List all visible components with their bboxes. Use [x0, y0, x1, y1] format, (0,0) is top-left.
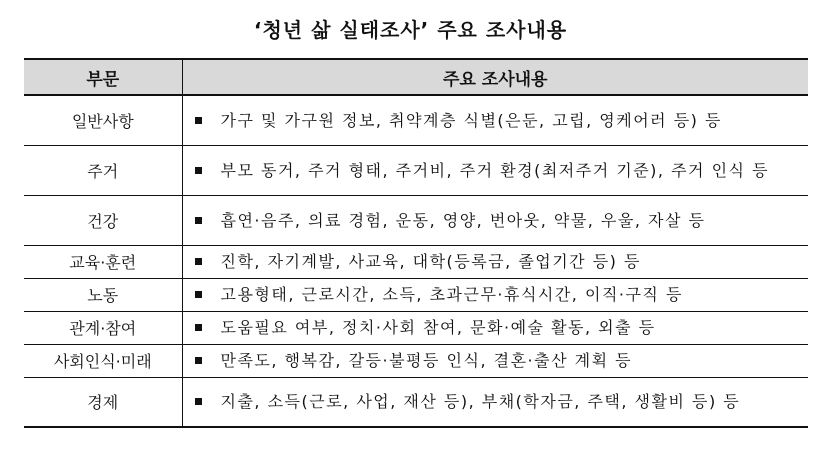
bullet-square-icon — [195, 291, 202, 298]
bullet-square-icon — [195, 357, 202, 364]
table-row — [24, 95, 808, 145]
survey-content-table — [24, 58, 808, 428]
row-content: 흡연·음주, 의료 경험, 운동, 영양, 번아웃, 약물, 우울, 자살 등 — [220, 210, 706, 230]
row-category: 주거 — [24, 145, 182, 195]
table-row — [24, 195, 808, 245]
bullet-square-icon — [195, 217, 202, 224]
row-content-cell — [182, 95, 808, 145]
row-content: 도움필요 여부, 정치·사회 참여, 문화·예술 활동, 외출 등 — [220, 318, 656, 337]
table-header-row — [24, 59, 808, 95]
table-row — [24, 377, 808, 427]
row-content: 만족도, 행복감, 갈등·불평등 인식, 결혼·출산 계획 등 — [220, 351, 633, 370]
row-category: 교육·훈련 — [24, 245, 182, 278]
row-content-cell — [182, 377, 808, 427]
bullet-square-icon — [195, 167, 202, 174]
row-content-cell — [182, 278, 808, 311]
row-content: 고용형태, 근로시간, 소득, 초과근무·휴식시간, 이직·구직 등 — [220, 285, 683, 304]
header-content: 주요 조사내용 — [182, 59, 808, 95]
row-content-cell — [182, 145, 808, 195]
table-row — [24, 145, 808, 195]
row-category: 노동 — [24, 278, 182, 311]
row-category: 일반사항 — [24, 95, 182, 145]
row-category: 경제 — [24, 377, 182, 427]
row-content: 가구 및 가구원 정보, 취약계층 식별(은둔, 고립, 영케어러 등) 등 — [220, 110, 722, 130]
row-content-cell — [182, 195, 808, 245]
bullet-square-icon — [195, 398, 202, 405]
row-category: 건강 — [24, 195, 182, 245]
page-title: ‘청년 삶 실태조사’ 주요 조사내용 — [253, 18, 568, 42]
table-row — [24, 311, 808, 344]
table-row — [24, 344, 808, 377]
row-category: 관계·참여 — [24, 311, 182, 344]
row-content-cell — [182, 245, 808, 278]
row-content: 지출, 소득(근로, 사업, 재산 등), 부채(학자금, 주택, 생활비 등) 등 — [220, 392, 741, 412]
row-content-cell — [182, 311, 808, 344]
table-row — [24, 278, 808, 311]
table-row — [24, 245, 808, 278]
row-content: 부모 동거, 주거 형태, 주거비, 주거 환경(최저주거 기준), 주거 인식 등 — [220, 160, 770, 180]
header-category: 부문 — [24, 59, 182, 95]
row-content-cell — [182, 344, 808, 377]
row-category: 사회인식·미래 — [24, 344, 182, 377]
bullet-square-icon — [195, 258, 202, 265]
bullet-square-icon — [195, 324, 202, 331]
bullet-square-icon — [195, 117, 202, 124]
row-content: 진학, 자기계발, 사교육, 대학(등록금, 졸업기간 등) 등 — [220, 252, 641, 271]
